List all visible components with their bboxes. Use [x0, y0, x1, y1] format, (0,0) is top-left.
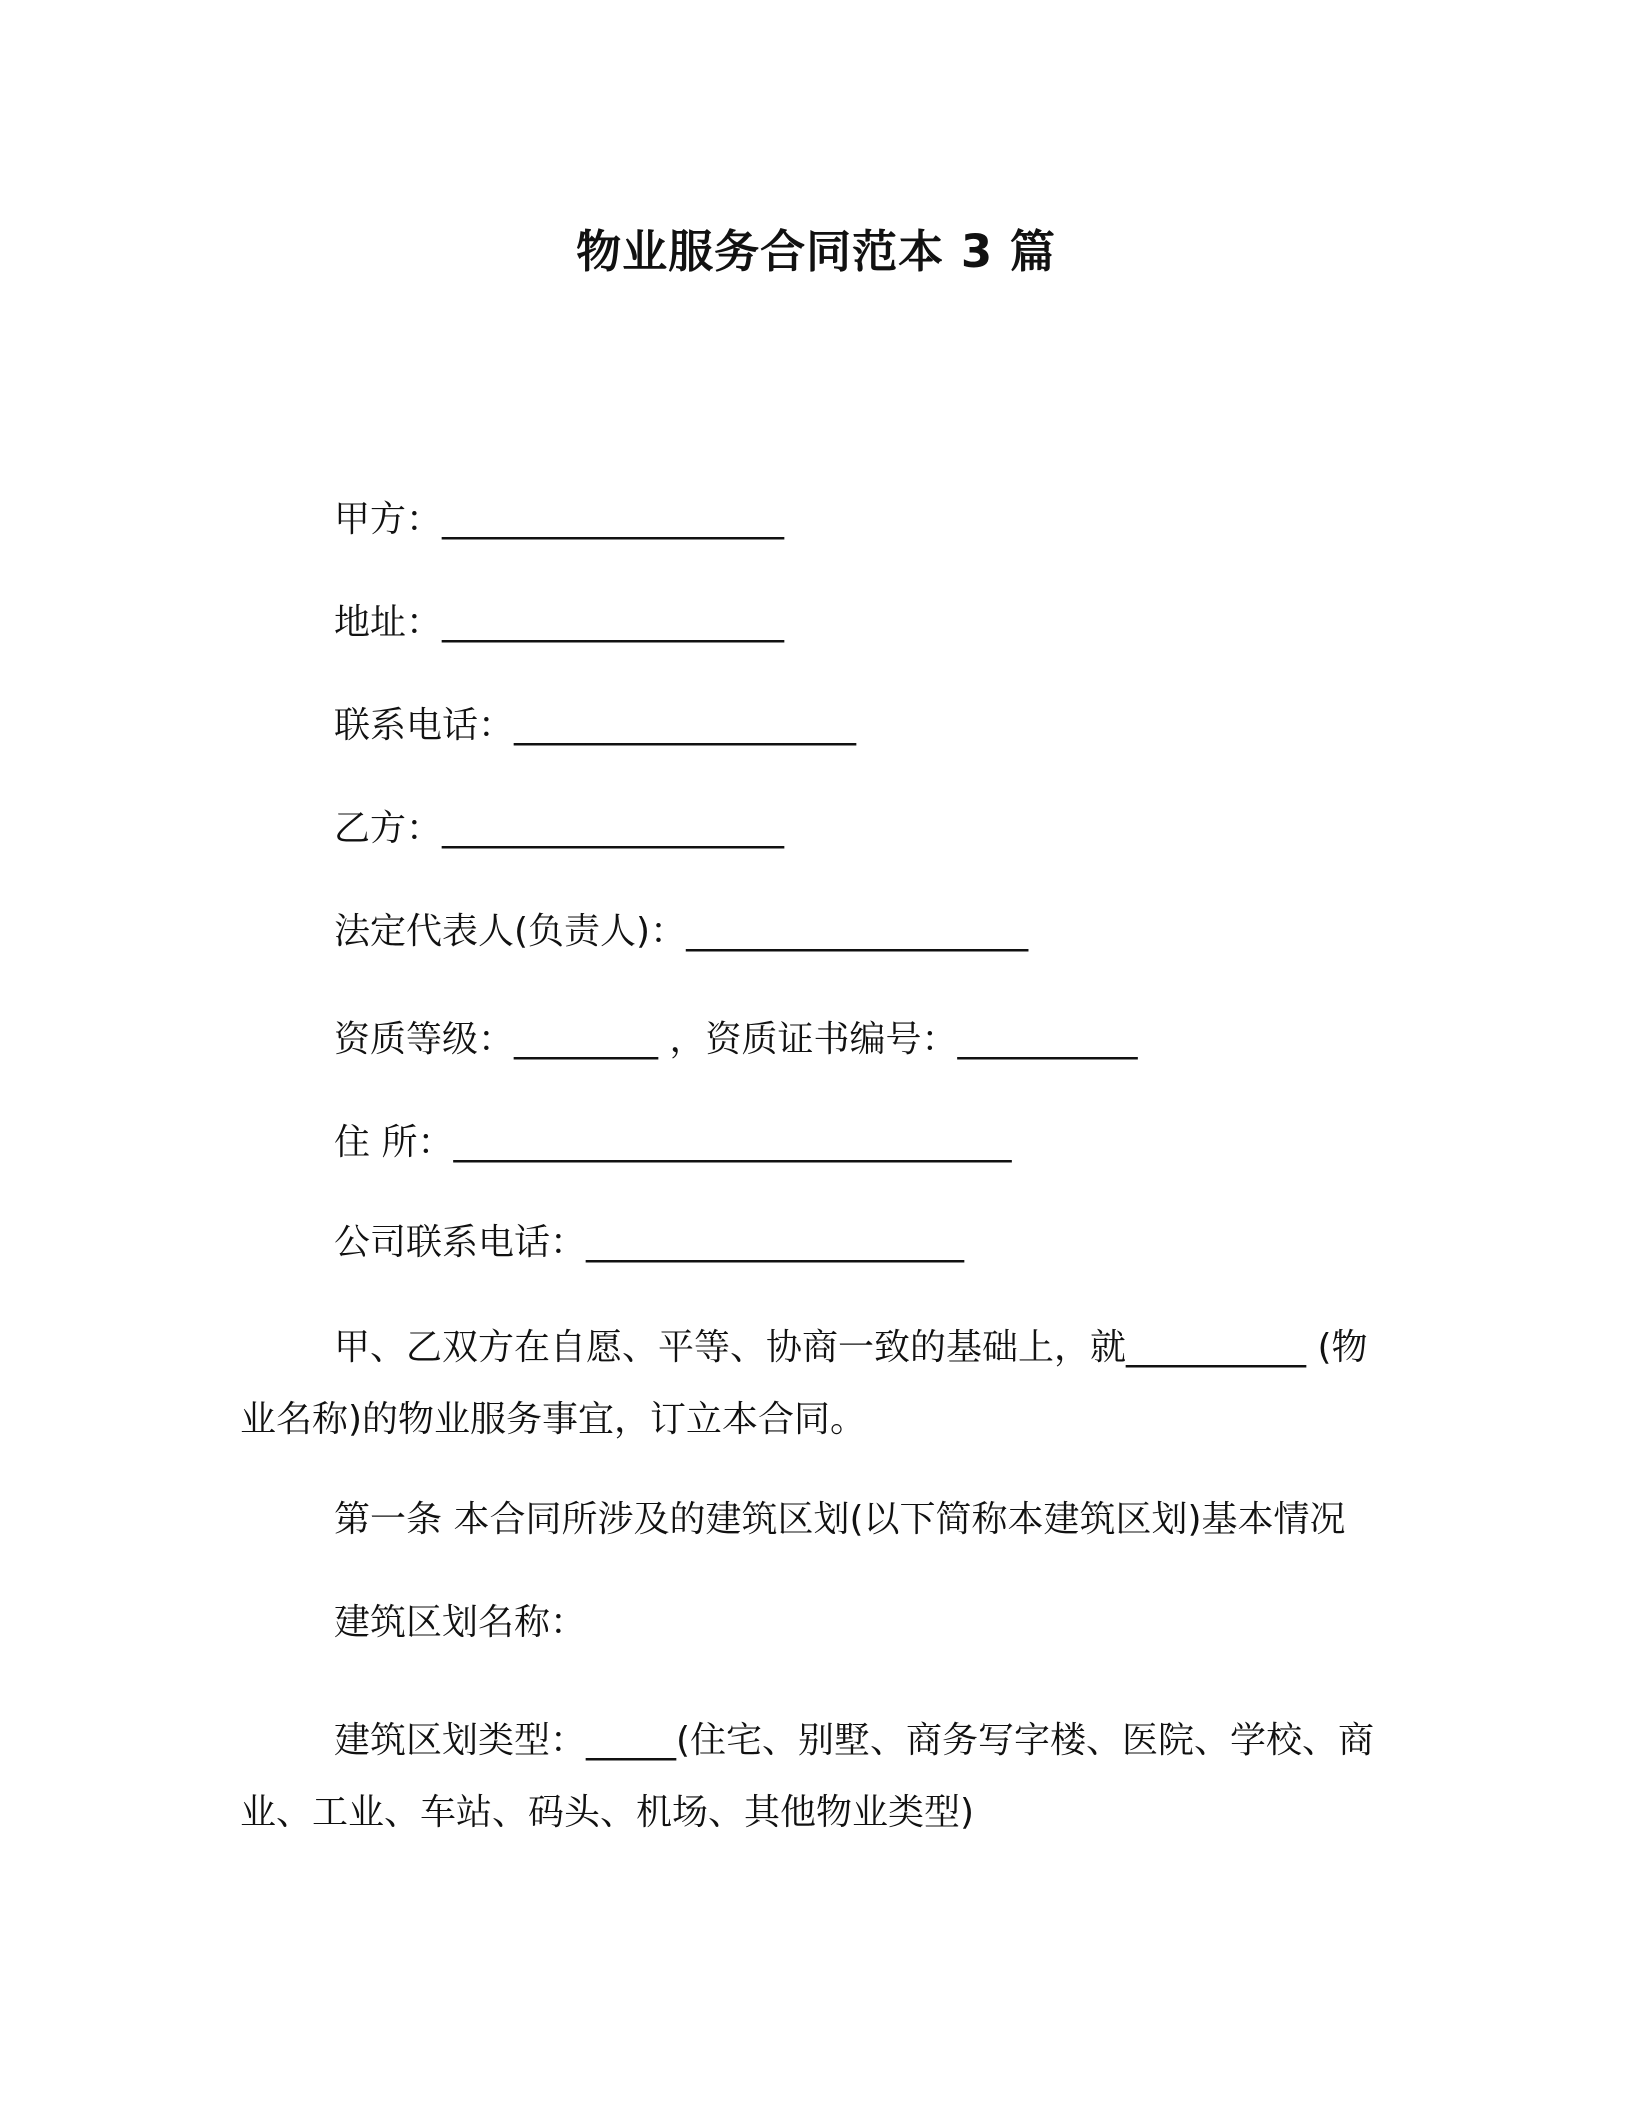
building-type-text: 建筑区划类型：_____(住宅、别墅、商务写字楼、医院、学校、商业、工业、车站、码头、机场、其他物业类型)	[240, 1720, 1375, 1833]
building-type-paragraph	[240, 1705, 1390, 1849]
qualification-field: 资质等级：________ ，资质证书编号：__________	[334, 1019, 1138, 1060]
intro-paragraph	[240, 1312, 1390, 1456]
article-1-heading: 第一条 本合同所涉及的建筑区划(以下简称本建筑区划)基本情况	[334, 1499, 1346, 1540]
party-a-field: 甲方：___________________	[334, 499, 785, 540]
address-field: 地址：___________________	[334, 602, 785, 643]
legal-representative-field: 法定代表人(负责人)：___________________	[334, 911, 1029, 952]
company-phone-field: 公司联系电话：_____________________	[334, 1222, 965, 1263]
residence-field: 住 所：_______________________________	[334, 1122, 1012, 1163]
building-name-label: 建筑区划名称：	[334, 1602, 587, 1643]
document-title: 物业服务合同范本 3 篇	[576, 225, 1056, 278]
phone-field: 联系电话：___________________	[334, 705, 857, 746]
party-b-field: 乙方：___________________	[334, 808, 785, 849]
intro-paragraph-text: 甲、乙双方在自愿、平等、协商一致的基础上，就__________ (物业名称)的物业服务事宜，订立本合同。	[240, 1327, 1368, 1440]
